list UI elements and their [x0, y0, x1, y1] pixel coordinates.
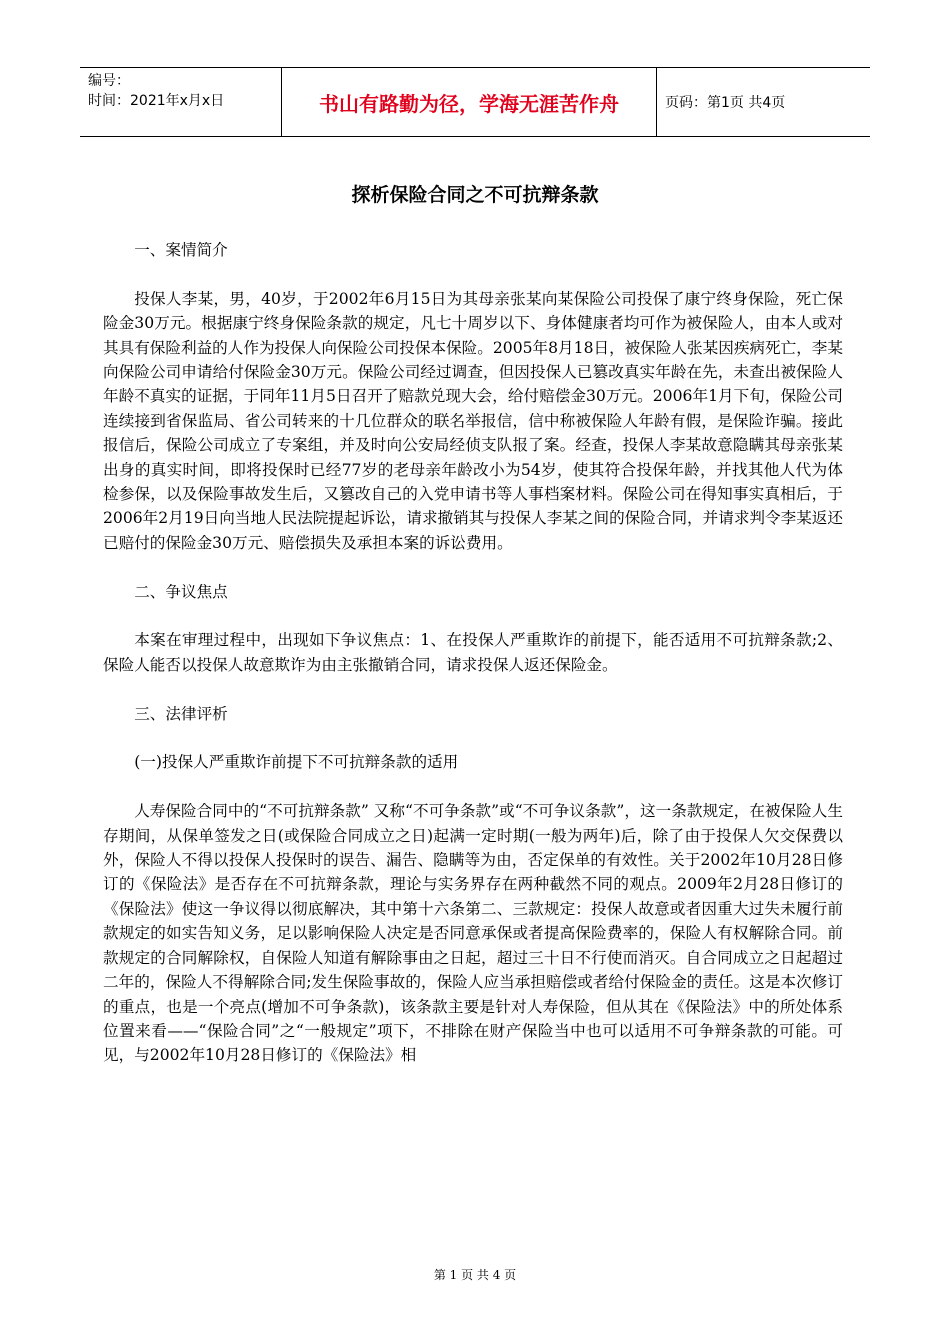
section-heading: 三、法律评析: [134, 704, 228, 723]
page-info: 页码：第1页 共4页: [665, 95, 786, 111]
header-motto-cell: [281, 68, 657, 136]
time-label: 时间：2021年x月x日: [88, 93, 225, 109]
header-table: [80, 67, 870, 137]
header-info-cell: [80, 68, 281, 136]
document-title: 探析保险合同之不可抗辩条款: [351, 184, 599, 206]
paragraph: 投保人李某，男，40岁，于2002年6月15日为其母亲张某向某保险公司投保了康宁终身保险，死亡保险金30万元。根据康宁终身保险条款的规定，凡七十周岁以下、身体健康者均可作为被保险人，由本人或对其具有保险利益的人作为投保人向保险公司投保本保险。2005年8月18日，被保险人张某因疾病死亡，李某向保险公司申请给付保险金30万元。保险公司经过调查，但因投保人已篡改真实年龄在先，未查出被保险人年龄不真实的证据，于同年11月5日召开了赔款兑现大会，给付赔偿金30万元。2006年1月下旬，保险公司连续接到省保监局、省公司转来的十几位群众的联名举报信，信中称被保险人年龄有假，是保险诈骗。接此报信后，保险公司成立了专案组，并及时向公安局经侦支队报了案。经查，投保人李某故意隐瞒其母亲张某出身的真实时间，即将投保时已经77岁的老母亲年龄改小为54岁，使其符合投保年龄，并找其他人代为体检参保，以及保险事故发生后，又篡改自己的入党申请书等人事档案材料。保险公司在得知事实真相后，于2006年2月19日向当地人民法院提起诉讼，请求撤销其与投保人李某之间的保险合同，并请求判令李某返还已赔付的保险金30万元、赔偿损失及承担本案的诉讼费用。: [103, 289, 843, 552]
paragraph: 人寿保险合同中的“不可抗辩条款” 又称“不可争条款”或“不可争议条款”，这一条款规定，在被保险人生存期间，从保单签发之日(或保险合同成立之日)起满一定时期(一般为两年)后，除了由于投保人欠交保费以外，保险人不得以投保人投保时的误告、漏告、隐瞒等为由，否定保单的有效性。关于2002年10月28日修订的《保险法》是否存在不可抗辩条款，理论与实务界存在两种截然不同的观点。2009年2月28日修订的《保险法》使这一争议得以彻底解决，其中第十六条第二、三款规定：投保人故意或者因重大过失未履行前款规定的如实告知义务，足以影响保险人决定是否同意承保或者提高保险费率的，保险人有权解除合同。前款规定的合同解除权，自保险人知道有解除事由之日起，超过三十日不行使而消灭。自合同成立之日起超过二年的，保险人不得解除合同;发生保险事故的，保险人应当承担赔偿或者给付保险金的责任。这是本次修订的重点，也是一个亮点(增加不可争条款)，该条款主要是针对人寿保险，但从其在《保险法》中的所处体系位置来看——“保险合同”之“一般规定”项下，不排除在财产保险当中也可以适用不可争辩条款的可能。可见，与2002年10月28日修订的《保险法》相: [103, 802, 843, 1065]
document-body: [103, 238, 843, 1068]
header-page-cell: [657, 68, 870, 136]
section-heading: 一、案情简介: [134, 241, 228, 259]
paragraph: 本案在审理过程中，出现如下争议焦点：1、在投保人严重欺诈的前提下，能否适用不可抗辩条款;2、保险人能否以投保人故意欺诈为由主张撤销合同，请求投保人返还保险金。: [103, 631, 843, 674]
motto: 书山有路勤为径，学海无涯苦作舟: [319, 91, 619, 116]
page-footer: 第 1 页 共 4 页: [433, 1268, 517, 1282]
number-label: 编号：: [88, 73, 130, 89]
subsection-heading: (一)投保人严重欺诈前提下不可抗辩条款的适用: [134, 753, 459, 772]
section-heading: 二、争议焦点: [134, 582, 228, 601]
